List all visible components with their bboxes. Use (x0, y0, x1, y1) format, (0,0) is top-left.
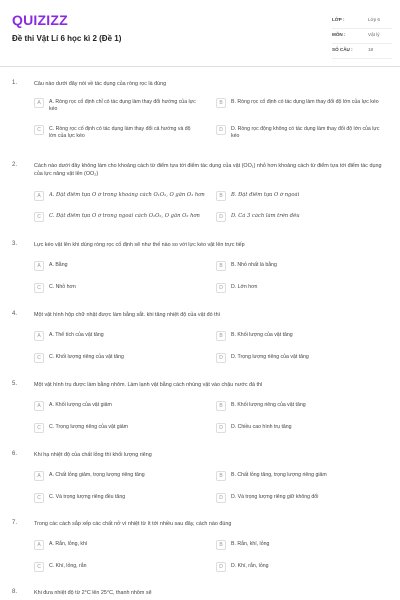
option-text: B. Nhỏ nhất là bằng (231, 262, 277, 268)
question-text: Lực kéo vật lên khi dùng ròng rọc cố định sẽ như thế nào so với lực kéo vật lên trực tiếp (34, 242, 245, 248)
answer-option[interactable] (34, 401, 204, 415)
answer-option[interactable] (216, 261, 386, 275)
question-text: Câu nào dưới đây nói về tác dụng của ròng rọc là đúng (34, 81, 167, 87)
header-divider (0, 66, 400, 67)
question-text: Khi đưa nhiệt độ từ 2°C lên 25°C, thanh nhôm sẽ (34, 590, 152, 596)
option-text: D. Ròng rọc động không có tác dụng làm thay đổi độ lớn của lực kéo (231, 126, 380, 139)
answer-option[interactable] (216, 540, 386, 554)
option-letter-box: B (216, 98, 226, 108)
answer-option[interactable] (216, 353, 386, 367)
meta-label: LỚP : (332, 17, 345, 22)
option-text: D. Chiều cao hình trụ tăng (231, 424, 292, 430)
answer-option[interactable] (216, 471, 386, 485)
answer-option[interactable] (216, 562, 386, 576)
option-letter-box: C (34, 562, 44, 572)
answer-option[interactable] (34, 125, 204, 147)
option-text: C. Nhỏ hơn (49, 284, 76, 290)
question-text: Cách nào dưới đây không làm cho khoảng cách từ điểm tựa tới điểm tác dụng của vật (OO₁) nhỏ hơn khoảng cách từ điểm tựa tới điểm tác dụng của lực nâng vật lên (OO₂) (34, 163, 382, 177)
option-text: A. Bằng (49, 262, 68, 268)
question-text: Trong các cách sắp xếp các chất nở vì nhiệt từ ít tới nhiều sau đây, cách nào đúng (34, 521, 232, 527)
option-text: B. Chất lỏng tăng, trọng lượng riêng giảm (231, 472, 327, 478)
option-text: D. Lớn hơn (231, 284, 258, 290)
option-letter-box: A (34, 401, 44, 411)
option-letter-box: B (216, 540, 226, 550)
answer-option[interactable] (216, 331, 386, 345)
answer-option[interactable] (34, 471, 204, 485)
answer-option[interactable] (216, 493, 386, 507)
answer-option[interactable] (34, 353, 204, 367)
option-text: A. Khối lượng của vật giảm (49, 402, 112, 408)
option-text: B. Khối lượng riêng của vật tăng (231, 402, 306, 408)
option-letter-box: D (216, 212, 226, 222)
option-letter-box: D (216, 283, 226, 293)
option-letter-box: B (216, 191, 226, 201)
option-text: B. Khối lượng của vật tăng (231, 332, 293, 338)
meta-value: Vật lý (368, 32, 380, 37)
option-text: C. Khối lượng riêng của vật tăng (49, 354, 124, 360)
question-number: 8. (12, 589, 18, 595)
answer-option[interactable] (34, 562, 204, 576)
meta-value: 18 (368, 47, 374, 52)
option-text: B. Ròng rọc cố định có tác dụng làm thay đổi độ lớn của lực kéo (231, 99, 379, 105)
worksheet-meta (332, 14, 392, 59)
answer-option[interactable] (34, 493, 204, 507)
answer-option[interactable] (34, 212, 216, 226)
question-text: Một vật hình hộp chữ nhật được làm bằng sắt. khi tăng nhiệt độ của vật đó thì (34, 312, 221, 318)
option-text: D. Khí, rắn, lỏng (231, 563, 269, 569)
option-letter-box: D (216, 562, 226, 572)
worksheet-header (0, 0, 400, 66)
option-letter-box: B (216, 471, 226, 481)
option-letter-box: A (34, 540, 44, 550)
option-text: A. Thể tích của vật tăng (49, 332, 104, 338)
answer-option[interactable] (34, 331, 204, 345)
option-text: A. Chất lỏng giảm, trọng lượng riêng tăng (49, 472, 145, 478)
option-letter-box: B (216, 401, 226, 411)
answer-option[interactable] (34, 261, 204, 275)
answer-option[interactable] (216, 283, 386, 297)
option-text: A. Đặt điểm tựa O ở trong khoảng cách O₁O₂, O gần O₁ hơn (49, 192, 205, 198)
answer-option[interactable] (216, 125, 386, 147)
option-letter-box: C (34, 423, 44, 433)
option-text: A. Rắn, lỏng, khí (49, 541, 88, 547)
option-letter-box: C (34, 283, 44, 293)
answer-option[interactable] (216, 98, 386, 120)
answer-option[interactable] (216, 191, 400, 205)
option-text: C. Trọng lượng riêng của vật giảm (49, 424, 128, 430)
option-text: D. Trọng lượng riêng của vật tăng (231, 354, 309, 360)
question-number: 5. (12, 381, 18, 387)
option-letter-box: D (216, 493, 226, 503)
option-text: D. Và trọng lượng riêng giữ không đổi (231, 494, 319, 500)
option-text: B. Đặt điểm tựa O ở ngoài (231, 192, 300, 198)
answer-option[interactable] (34, 283, 204, 297)
option-letter-box: C (34, 212, 44, 222)
option-text: C. Khí, lỏng, rắn (49, 563, 87, 569)
option-text: C. Và trọng lượng riêng đều tăng (49, 494, 126, 500)
option-letter-box: B (216, 331, 226, 341)
question-number: 6. (12, 451, 18, 457)
option-text: A. Ròng rọc cố định chỉ có tác dụng làm thay đổi hướng của lực kéo (49, 99, 196, 112)
option-letter-box: A (34, 331, 44, 341)
question-number: 2. (12, 162, 18, 168)
answer-option[interactable] (216, 401, 386, 415)
option-letter-box: C (34, 125, 44, 135)
option-letter-box: A (34, 471, 44, 481)
option-letter-box: A (34, 98, 44, 108)
option-letter-box: C (34, 493, 44, 503)
answer-option[interactable] (216, 423, 386, 437)
question-number: 3. (12, 241, 18, 247)
meta-label: SỐ CÂU : (332, 47, 353, 52)
meta-label: MÔN : (332, 32, 346, 37)
answer-option[interactable] (34, 540, 204, 554)
question-number: 7. (12, 520, 18, 526)
meta-value: Lớp 6 (368, 17, 380, 22)
question-text: Khi hạ nhiệt độ của chất lỏng thì khối lượng riêng (34, 452, 152, 458)
question-number: 1. (12, 80, 18, 86)
meta-row-subject (332, 29, 392, 44)
option-letter-box: C (34, 353, 44, 363)
quizizz-logo: QUIZIZZ (12, 12, 68, 28)
answer-option[interactable] (34, 191, 216, 205)
option-text: C. Đặt điểm tựa O ở trong ngoài cách O₁O₂, O gần O₂ hơn (49, 213, 200, 219)
meta-row-class (332, 14, 392, 29)
answer-option[interactable] (216, 212, 400, 226)
option-letter-box: D (216, 125, 226, 135)
answer-option[interactable] (34, 98, 204, 120)
option-letter-box: A (34, 191, 44, 201)
option-text: C. Ròng rọc cố định có tác dụng làm thay đổi cả hướng và độ lớn của lực kéo (49, 126, 191, 139)
option-letter-box: B (216, 261, 226, 271)
option-text: D. Cả 3 cách làm trên đều (231, 213, 300, 219)
option-letter-box: D (216, 353, 226, 363)
meta-row-count (332, 44, 392, 59)
option-letter-box: A (34, 261, 44, 271)
worksheet-title: Đề thi Vật Lí 6 học kì 2 (Đề 1) (12, 34, 122, 43)
question-text: Một vật hình trụ được làm bằng nhôm. Làm lạnh vật bằng cách nhúng vật vào chậu nước đá thì (34, 382, 263, 388)
option-text: B. Rắn, khí, lỏng (231, 541, 270, 547)
option-letter-box: D (216, 423, 226, 433)
answer-option[interactable] (34, 423, 204, 437)
question-number: 4. (12, 311, 18, 317)
